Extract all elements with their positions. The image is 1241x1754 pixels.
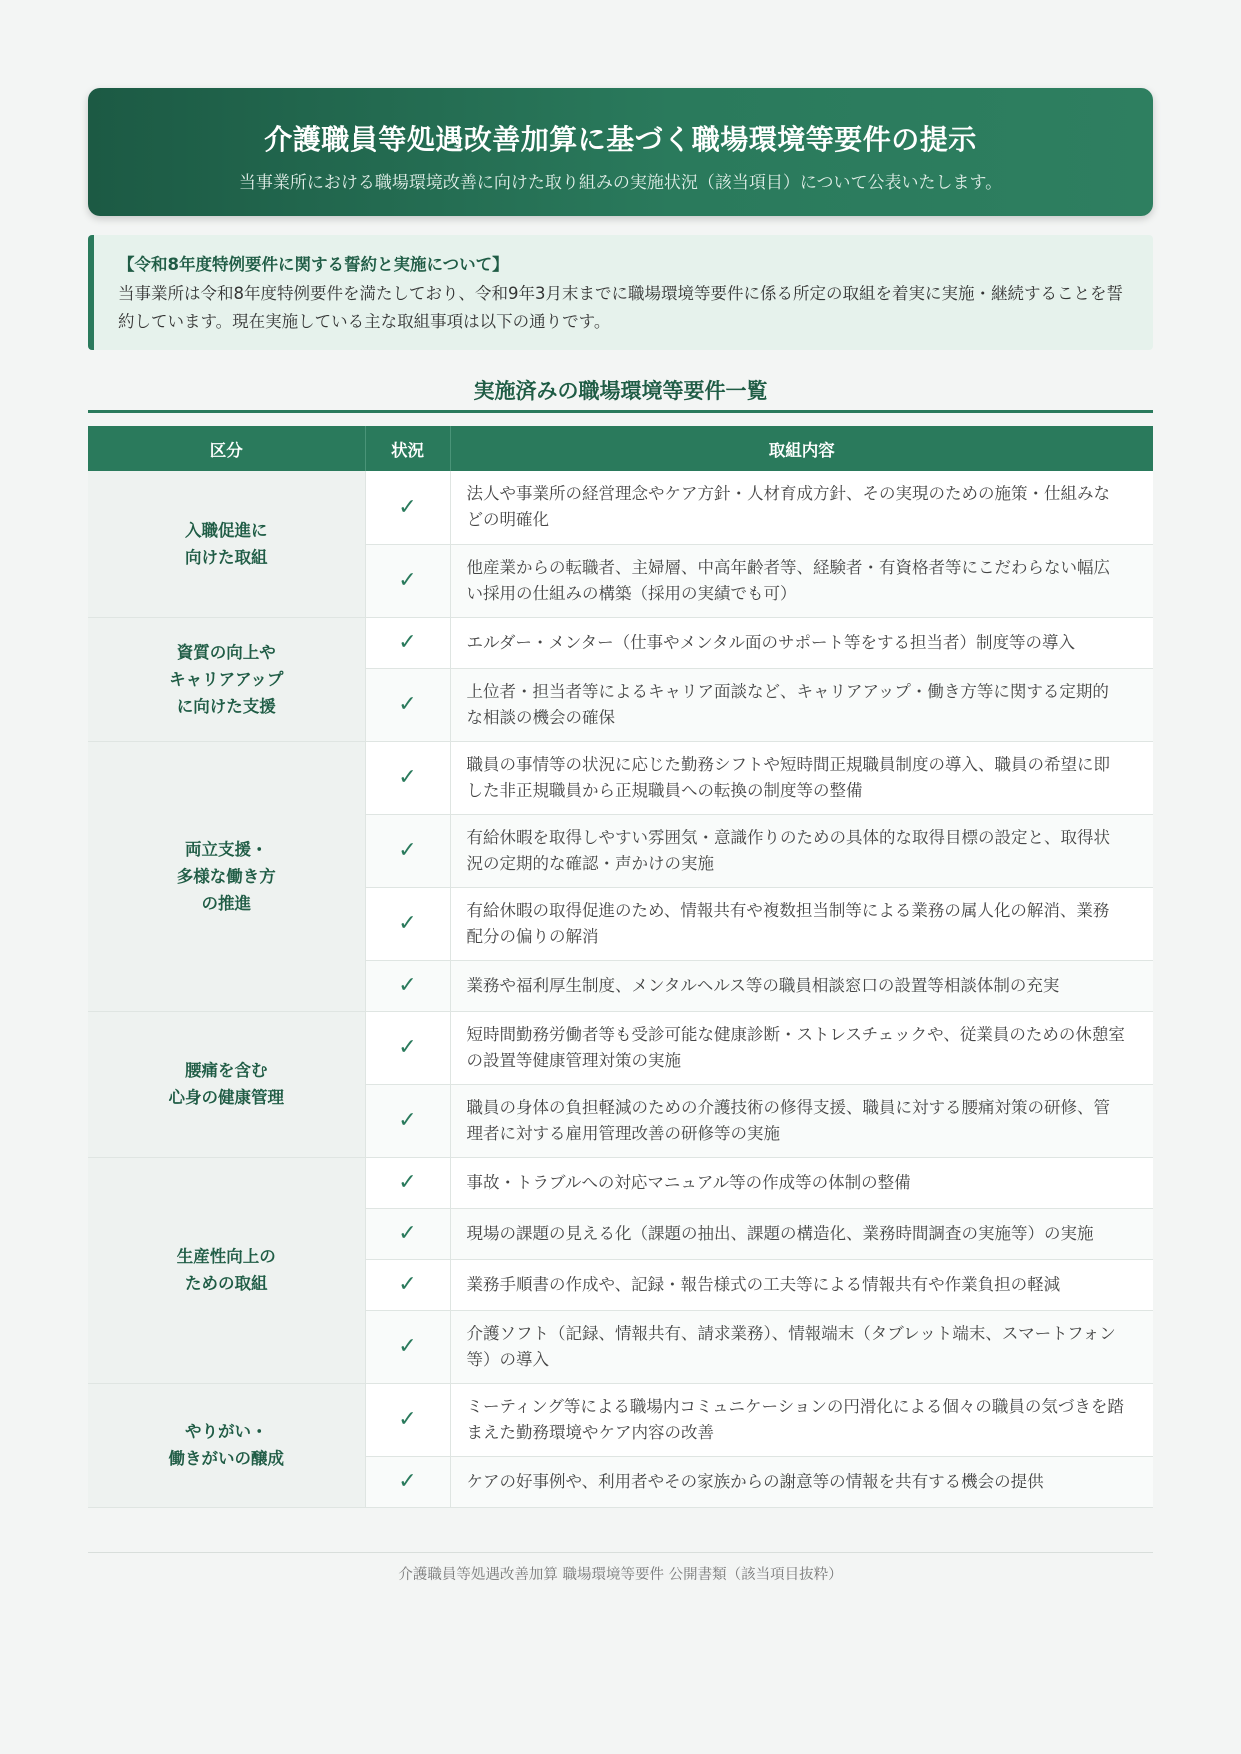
initiative-text: 業務や福利厚生制度、メンタルヘルス等の職員相談窓口の設置等相談体制の充実: [450, 960, 1153, 1011]
initiative-text: エルダー・メンター（仕事やメンタル面のサポート等をする担当者）制度等の導入: [450, 617, 1153, 668]
checkmark-icon: ✓: [365, 617, 450, 668]
initiative-text: 事故・トラブルへの対応マニュアル等の作成等の体制の整備: [450, 1157, 1153, 1208]
initiative-text: 有給休暇を取得しやすい雰囲気・意識作りのための具体的な取得目標の設定と、取得状況の定期的な確認・声かけの実施: [450, 814, 1153, 887]
initiative-text: 有給休暇の取得促進のため、情報共有や複数担当制等による業務の属人化の解消、業務配分の偏りの解消: [450, 887, 1153, 960]
initiative-text: 他産業からの転職者、主婦層、中高年齢者等、経験者・有資格者等にこだわらない幅広い採用の仕組みの構築（採用の実績でも可）: [450, 544, 1153, 617]
checkmark-icon: ✓: [365, 887, 450, 960]
checkmark-icon: ✓: [365, 1383, 450, 1456]
initiative-text: 業務手順書の作成や、記録・報告様式の工夫等による情報共有や作業負担の軽減: [450, 1259, 1153, 1310]
checkmark-icon: ✓: [365, 1310, 450, 1383]
footer-note: 介護職員等処遇改善加算 職場環境等要件 公開書類（該当項目抜粋）: [398, 1567, 843, 1583]
table-header-row: [88, 426, 1153, 471]
checkmark-icon: ✓: [365, 1157, 450, 1208]
initiative-text: 現場の課題の見える化（課題の抽出、課題の構造化、業務時間調査の実施等）の実施: [450, 1208, 1153, 1259]
checkmark-icon: ✓: [365, 1208, 450, 1259]
table-row: [88, 1011, 1153, 1084]
initiative-text: 職員の身体の負担軽減のための介護技術の修得支援、職員に対する腰痛対策の研修、管理者に対する雇用管理改善の研修等の実施: [450, 1084, 1153, 1157]
checkmark-icon: ✓: [365, 544, 450, 617]
section-divider: [88, 410, 1153, 413]
table-row: [88, 1383, 1153, 1456]
column-header-content: 取組内容: [450, 426, 1153, 471]
initiative-text: ミーティング等による職場内コミュニケーションの円滑化による個々の職員の気づきを踏まえた勤務環境やケア内容の改善: [450, 1383, 1153, 1456]
checkmark-icon: ✓: [365, 668, 450, 741]
page-subtitle: 当事業所における職場環境改善に向けた取り組みの実施状況（該当項目）について公表いたします。: [238, 173, 1003, 193]
pledge-notice: [88, 235, 1153, 350]
column-header-category: 区分: [88, 426, 365, 471]
initiative-text: 職員の事情等の状況に応じた勤務シフトや短時間正規職員制度の導入、職員の希望に即した非正規職員から正規職員への転換の制度等の整備: [450, 741, 1153, 814]
footer-divider: [88, 1552, 1153, 1553]
checkmark-icon: ✓: [365, 814, 450, 887]
checkmark-icon: ✓: [365, 1456, 450, 1507]
page-title: 介護職員等処遇改善加算に基づく職場環境等要件の提示: [264, 123, 977, 156]
checkmark-icon: ✓: [365, 1259, 450, 1310]
initiative-text: 短時間勤務労働者等も受診可能な健康診断・ストレスチェックや、従業員のための休憩室の設置等健康管理対策の実施: [450, 1011, 1153, 1084]
checkmark-icon: ✓: [365, 1011, 450, 1084]
category-cell: やりがい・ 働きがいの醸成: [88, 1383, 365, 1507]
notice-body: 当事業所は令和8年度特例要件を満たしており、令和9年3月末までに職場環境等要件に係る所定の取組を着実に実施・継続することを誓約しています。現在実施している主な取組事項は以下の通りです。: [118, 284, 1123, 331]
initiative-text: ケアの好事例や、利用者やその家族からの謝意等の情報を共有する機会の提供: [450, 1456, 1153, 1507]
initiative-text: 介護ソフト（記録、情報共有、請求業務）、情報端末（タブレット端末、スマートフォン等）の導入: [450, 1310, 1153, 1383]
table-row: [88, 471, 1153, 544]
category-cell: 資質の向上や キャリアアップ に向けた支援: [88, 617, 365, 741]
table-row: [88, 617, 1153, 668]
requirements-table: [88, 426, 1153, 1508]
checkmark-icon: ✓: [365, 960, 450, 1011]
header-banner: [88, 88, 1153, 216]
category-cell: 腰痛を含む 心身の健康管理: [88, 1011, 365, 1157]
table-body: [88, 471, 1153, 1507]
notice-title: 【令和8年度特例要件に関する誓約と実施について】: [118, 255, 509, 274]
category-cell: 入職促進に 向けた取組: [88, 471, 365, 617]
table-row: [88, 741, 1153, 814]
column-header-status: 状況: [365, 426, 450, 471]
section-title: 実施済みの職場環境等要件一覧: [473, 379, 768, 403]
initiative-text: 上位者・担当者等によるキャリア面談など、キャリアアップ・働き方等に関する定期的な相談の機会の確保: [450, 668, 1153, 741]
checkmark-icon: ✓: [365, 471, 450, 544]
category-cell: 生産性向上の ための取組: [88, 1157, 365, 1383]
checkmark-icon: ✓: [365, 741, 450, 814]
table-row: [88, 1157, 1153, 1208]
initiative-text: 法人や事業所の経営理念やケア方針・人材育成方針、その実現のための施策・仕組みなどの明確化: [450, 471, 1153, 544]
category-cell: 両立支援・ 多様な働き方 の推進: [88, 741, 365, 1011]
checkmark-icon: ✓: [365, 1084, 450, 1157]
